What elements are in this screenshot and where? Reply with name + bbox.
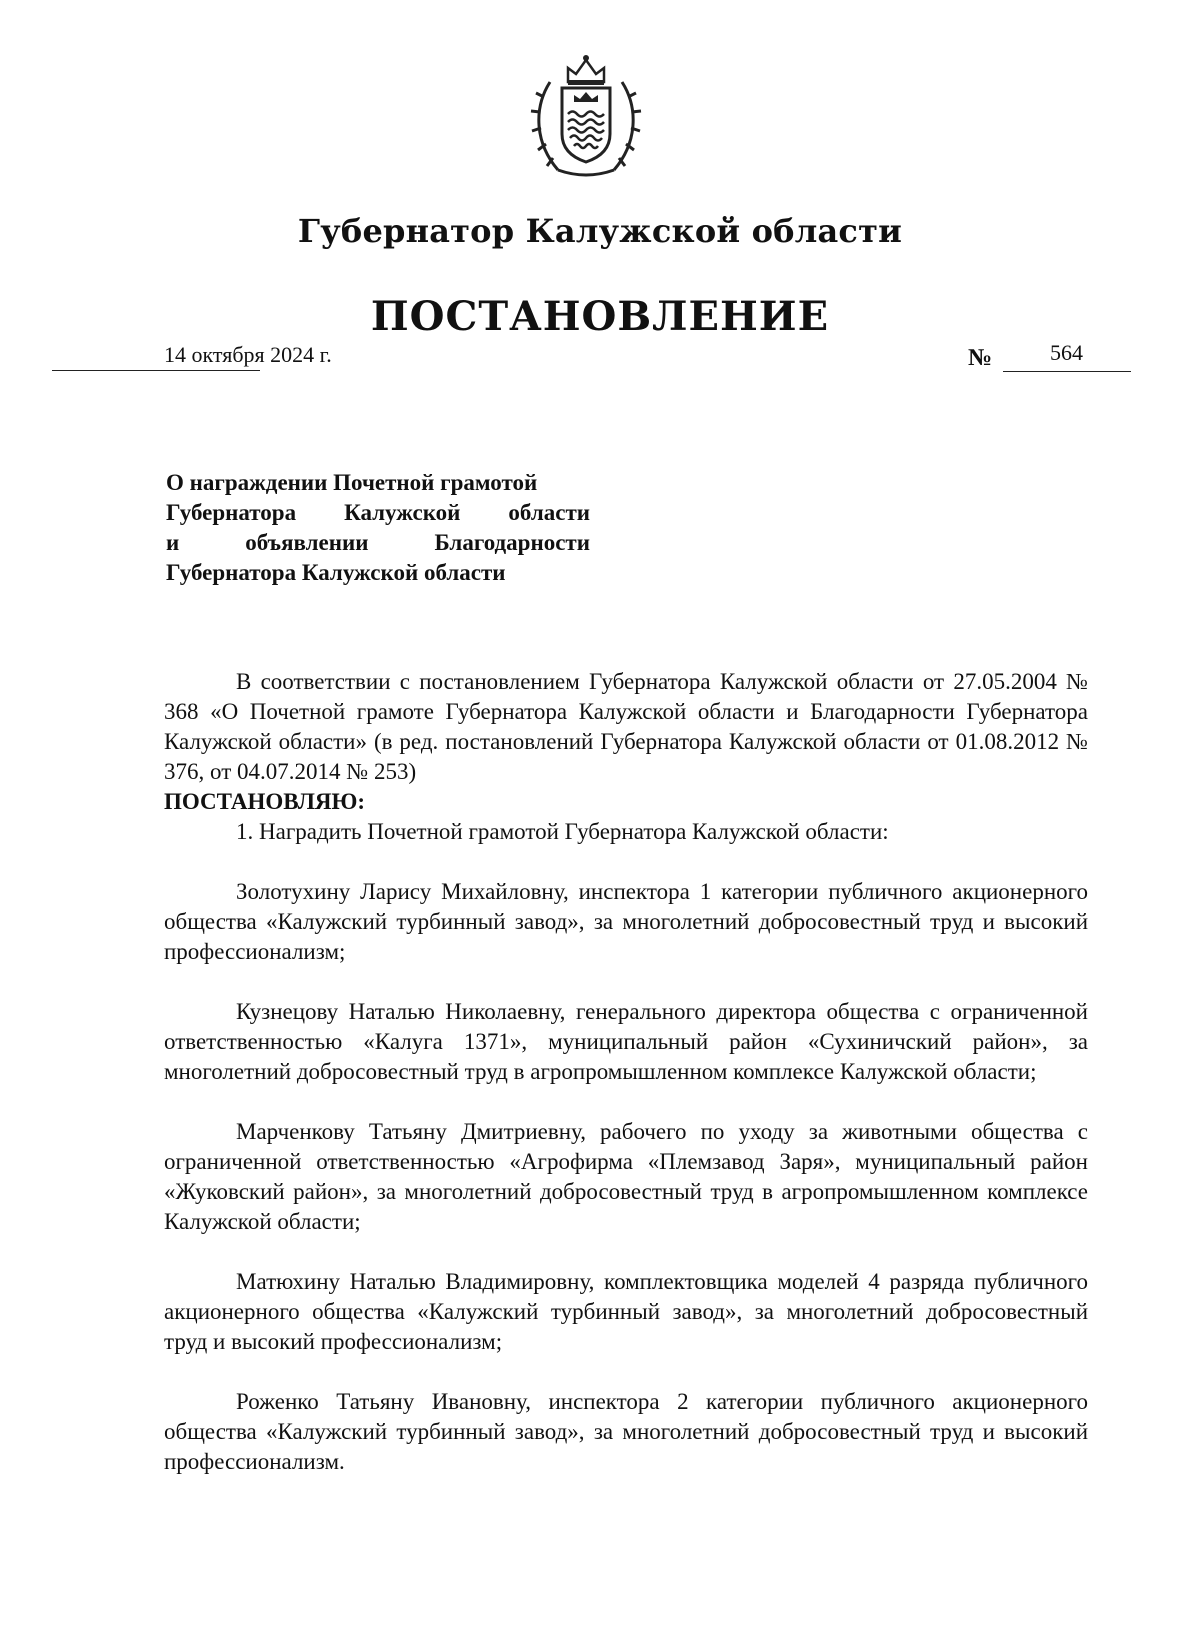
document-type: ПОСТАНОВЛЕНИЕ (370, 293, 830, 340)
subject-line: Губернатора Калужской области (166, 560, 506, 585)
awardee-paragraph: Марченкову Татьяну Дмитриевну, рабочего по уходу за животными общества с ограниченной ответственностью «Агрофирма «Племзавод Заря», муниципальный район «Жуковский район», за многолетний добросовестный труд в агропромышленном комплексе Калужской области; (164, 1119, 1088, 1234)
awardee-paragraph: Кузнецову Наталью Николаевну, генерального директора общества с ограниченной ответственностью «Калуга 1371», муниципальный район «Сухиничский район», за многолетний добросовестный труд в агропромышленном комплексе Калужской области; (164, 999, 1088, 1084)
number-underline (1003, 371, 1131, 372)
awardee-paragraph: Роженко Татьяну Ивановну, инспектора 2 категории публичного акционерного общества «Калужский турбинный завод», за многолетний добросовестный труд и высокий профессионализм. (164, 1389, 1088, 1474)
document-subject (166, 468, 590, 588)
subject-line: Губернатора Калужской области (166, 500, 590, 525)
awardee-paragraph: Матюхину Наталью Владимировну, комплектовщика моделей 4 разряда публичного акционерного общества «Калужский турбинный завод», за многолетний добросовестный труд и высокий профессионализм; (164, 1269, 1088, 1354)
organization-title: Губернатор Калужской области (297, 212, 903, 250)
awardee-paragraph: Золотухину Ларису Михайловну, инспектора 1 категории публичного акционерного общества «Калужский турбинный завод», за многолетний добросовестный труд и высокий профессионализм; (164, 879, 1088, 964)
item-1: 1. Наградить Почетной грамотой Губернатора Калужской области: (236, 819, 889, 844)
document-number: 564 (1050, 340, 1083, 365)
document-date: 14 октября 2024 г. (164, 342, 332, 367)
decree-heading: ПОСТАНОВЛЯЮ: (164, 789, 366, 814)
subject-line: О награждении Почетной грамотой (166, 470, 538, 495)
subject-line: и объявлении Благодарности (166, 530, 590, 555)
coat-of-arms-icon (528, 52, 644, 182)
date-underline (52, 370, 260, 371)
number-label: № (968, 345, 993, 371)
document-body (164, 667, 1088, 1507)
preamble-paragraph: В соответствии с постановлением Губернатора Калужской области от 27.05.2004 № 368 «О Почетной грамоте Губернатора Калужской области и Благодарности Губернатора Калужской области» (в ред. постановлений Губернатора Калужской области от 01.08.2012 № 376, от 04.07.2014 № 253) (164, 669, 1088, 784)
